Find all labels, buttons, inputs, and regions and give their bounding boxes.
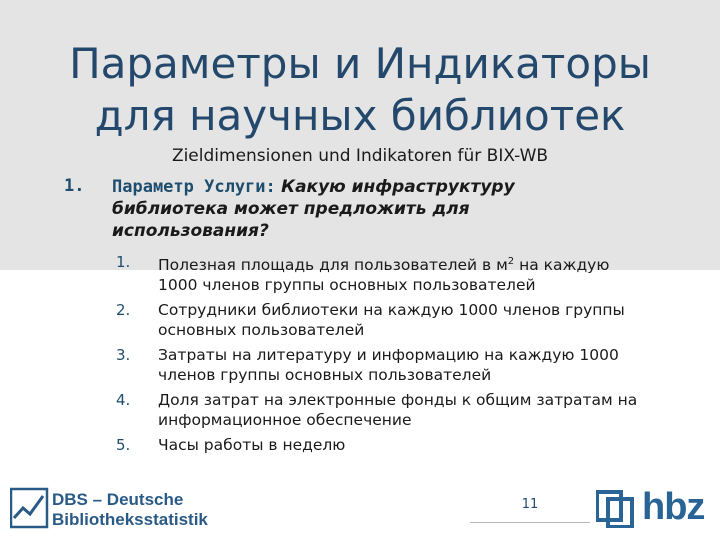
hbz-logo-icon xyxy=(596,490,636,528)
main-point-number: 1. xyxy=(64,176,85,196)
list-item-text: Доля затрат на электронные фонды к общим затратам на информационное обеспечение xyxy=(158,391,638,429)
dbs-line-2: Bibliotheksstatistik xyxy=(52,510,208,529)
list-item xyxy=(110,390,650,430)
page-number: 11 xyxy=(470,492,590,523)
list-item xyxy=(110,345,650,385)
title-line-2: для научных библиотек xyxy=(94,91,626,140)
main-point-question: Какую инфраструктуру библиотека может предложить для использования? xyxy=(112,177,515,241)
list-item-text: Затраты на литературу и информацию на каждую 1000 членов группы основных пользователей xyxy=(158,346,619,384)
main-point-label: Параметр Услуги: xyxy=(112,177,276,197)
list-item xyxy=(110,435,650,455)
dbs-line-1: DBS – Deutsche xyxy=(52,490,184,509)
indicator-list xyxy=(110,252,650,460)
list-item-number: 2. xyxy=(116,301,131,319)
title-line-1: Параметры и Индикаторы xyxy=(69,39,651,88)
list-item xyxy=(110,300,650,340)
list-item-text: Сотрудники библиотеки на каждую 1000 членов группы основных пользователей xyxy=(158,301,625,339)
list-item xyxy=(110,252,650,295)
list-item-number: 1. xyxy=(116,253,131,271)
main-point xyxy=(112,176,582,242)
slide-title xyxy=(0,38,720,142)
list-item-text: Часы работы в неделю xyxy=(158,436,346,454)
list-item-text-rest: на каждую 1000 членов группы основных пользователей xyxy=(158,256,610,294)
dbs-logo-text xyxy=(52,490,208,530)
slide-subtitle: Zieldimensionen und Indikatoren für BIX-WB xyxy=(171,146,549,166)
list-item-number: 4. xyxy=(116,391,131,409)
list-item-number: 3. xyxy=(116,346,131,364)
superscript: 2 xyxy=(507,256,515,267)
hbz-logo-text: hbz xyxy=(642,486,705,528)
list-item-number: 5. xyxy=(116,436,131,454)
list-item-text: Полезная площадь для пользователей в м xyxy=(158,256,508,274)
